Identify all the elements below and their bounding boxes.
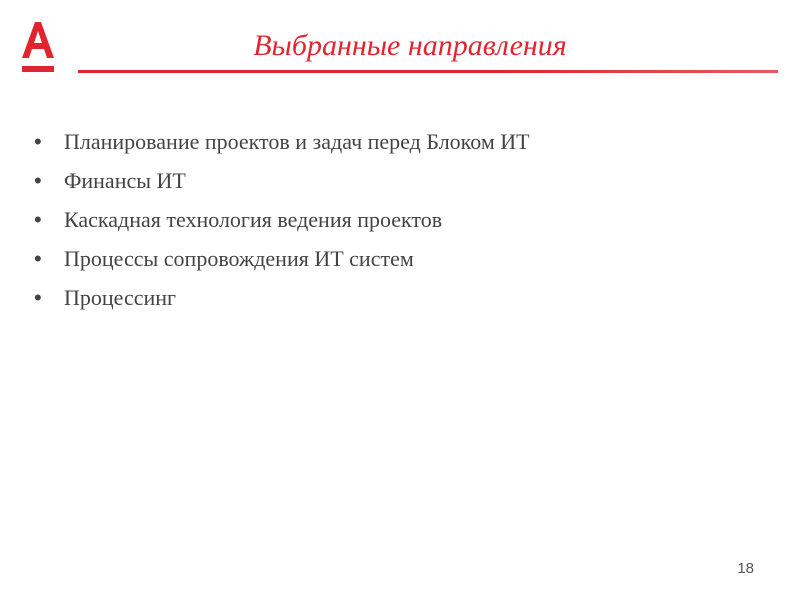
list-item bbox=[34, 200, 764, 239]
bullet-list bbox=[34, 122, 764, 317]
list-item-text: Каскадная технология ведения проектов bbox=[64, 207, 443, 232]
bullet-icon: • bbox=[34, 207, 42, 232]
bullet-icon: • bbox=[34, 285, 42, 310]
page-number: 18 bbox=[737, 560, 754, 577]
bullet-icon: • bbox=[34, 129, 42, 154]
list-item-text: Планирование проектов и задач перед Блоком ИТ bbox=[64, 129, 530, 154]
list-item bbox=[34, 161, 764, 200]
title-divider bbox=[78, 70, 778, 73]
slide-title: Выбранные направления bbox=[253, 29, 567, 62]
bullet-icon: • bbox=[34, 168, 42, 193]
list-item bbox=[34, 278, 764, 317]
list-item bbox=[34, 239, 764, 278]
list-item-text: Финансы ИТ bbox=[64, 168, 186, 193]
list-item bbox=[34, 122, 764, 161]
alfa-bank-logo-icon bbox=[18, 16, 58, 74]
bullet-icon: • bbox=[34, 246, 42, 271]
list-item-text: Процессинг bbox=[64, 285, 177, 310]
list-item-text: Процессы сопровождения ИТ систем bbox=[64, 246, 414, 271]
